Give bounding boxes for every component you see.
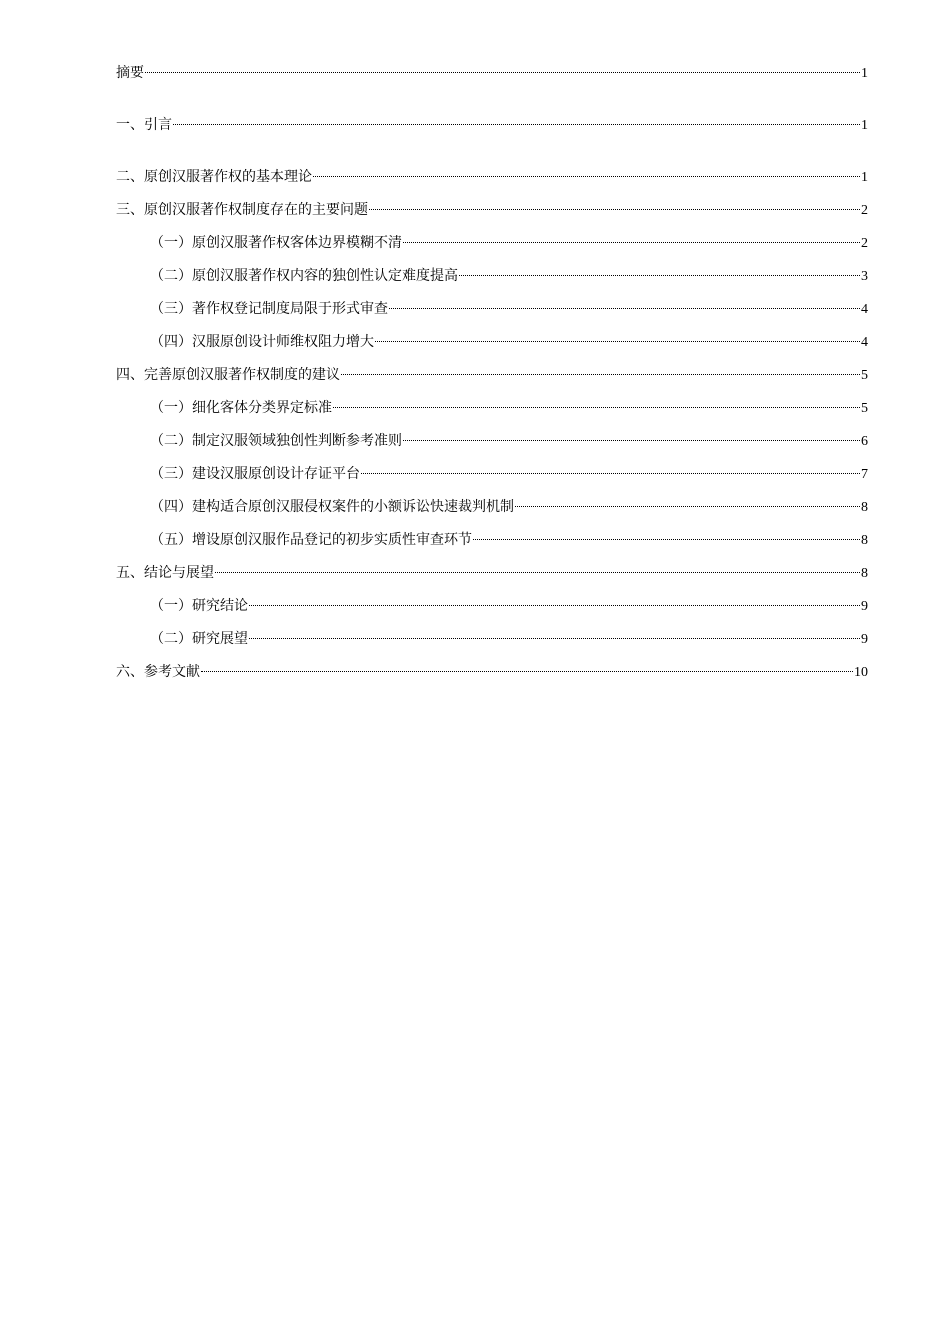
toc-entry-section-4-4[interactable] <box>116 494 868 520</box>
toc-entry-page: 9 <box>861 599 868 614</box>
table-of-contents <box>116 60 868 685</box>
toc-leader-dots <box>403 440 860 441</box>
toc-entry-section-3-1[interactable] <box>116 230 868 256</box>
toc-leader-dots <box>341 374 860 375</box>
toc-entry-chapter-2[interactable] <box>116 164 868 190</box>
toc-entry-page: 9 <box>861 632 868 647</box>
toc-leader-dots <box>249 605 860 606</box>
toc-entry-title: （四）汉服原创设计师维权阻力增大 <box>150 334 374 350</box>
toc-entry-section-4-5[interactable] <box>116 527 868 553</box>
toc-entry-page: 1 <box>861 118 868 133</box>
toc-leader-dots <box>313 176 860 177</box>
toc-entry-page: 5 <box>861 368 868 383</box>
toc-entry-page: 3 <box>861 269 868 284</box>
toc-leader-dots <box>201 671 853 672</box>
toc-entry-chapter-5[interactable] <box>116 560 868 586</box>
toc-entry-page: 8 <box>861 566 868 581</box>
toc-entry-section-5-1[interactable] <box>116 593 868 619</box>
toc-entry-section-4-1[interactable] <box>116 395 868 421</box>
toc-entry-title: 摘要 <box>116 65 144 81</box>
toc-leader-dots <box>459 275 860 276</box>
toc-leader-dots <box>389 308 860 309</box>
toc-entry-section-5-2[interactable] <box>116 626 868 652</box>
toc-leader-dots <box>333 407 860 408</box>
toc-entry-chapter-3[interactable] <box>116 197 868 223</box>
toc-entry-title: （三）建设汉服原创设计存证平台 <box>150 466 360 482</box>
toc-entry-title: 六、参考文献 <box>116 664 200 680</box>
toc-entry-section-4-2[interactable] <box>116 428 868 454</box>
toc-leader-dots <box>473 539 860 540</box>
toc-leader-dots <box>375 341 860 342</box>
toc-entry-page: 8 <box>861 500 868 515</box>
toc-entry-title: （三）著作权登记制度局限于形式审查 <box>150 301 388 317</box>
toc-entry-page: 1 <box>861 66 868 81</box>
toc-leader-dots <box>403 242 860 243</box>
toc-entry-page: 4 <box>861 335 868 350</box>
toc-entry-title: （五）增设原创汉服作品登记的初步实质性审查环节 <box>150 532 472 548</box>
toc-entry-abstract[interactable] <box>116 60 868 86</box>
toc-leader-dots <box>361 473 860 474</box>
toc-leader-dots <box>215 572 860 573</box>
toc-leader-dots <box>173 124 860 125</box>
toc-entry-title: 一、引言 <box>116 117 172 133</box>
toc-entry-section-3-2[interactable] <box>116 263 868 289</box>
toc-entry-title: （一）细化客体分类界定标准 <box>150 400 332 416</box>
toc-entry-title: （二）原创汉服著作权内容的独创性认定难度提高 <box>150 268 458 284</box>
toc-leader-dots <box>145 72 860 73</box>
toc-entry-title: 五、结论与展望 <box>116 565 214 581</box>
toc-entry-chapter-4[interactable] <box>116 362 868 388</box>
toc-entry-page: 10 <box>854 665 868 680</box>
toc-leader-dots <box>515 506 860 507</box>
toc-entry-introduction[interactable] <box>116 112 868 138</box>
toc-entry-section-3-3[interactable] <box>116 296 868 322</box>
toc-entry-title: 三、原创汉服著作权制度存在的主要问题 <box>116 202 368 218</box>
toc-entry-title: 四、完善原创汉服著作权制度的建议 <box>116 367 340 383</box>
toc-leader-dots <box>369 209 860 210</box>
toc-entry-title: （一）研究结论 <box>150 598 248 614</box>
toc-entry-page: 6 <box>861 434 868 449</box>
toc-entry-title: 二、原创汉服著作权的基本理论 <box>116 169 312 185</box>
toc-leader-dots <box>249 638 860 639</box>
toc-entry-page: 5 <box>861 401 868 416</box>
toc-entry-title: （一）原创汉服著作权客体边界模糊不清 <box>150 235 402 251</box>
toc-entry-page: 2 <box>861 236 868 251</box>
toc-entry-section-4-3[interactable] <box>116 461 868 487</box>
toc-entry-title: （四）建构适合原创汉服侵权案件的小额诉讼快速裁判机制 <box>150 499 514 515</box>
toc-entry-page: 2 <box>861 203 868 218</box>
toc-entry-page: 4 <box>861 302 868 317</box>
toc-entry-title: （二）制定汉服领域独创性判断参考准则 <box>150 433 402 449</box>
toc-entry-page: 7 <box>861 467 868 482</box>
toc-entry-title: （二）研究展望 <box>150 631 248 647</box>
toc-entry-references[interactable] <box>116 659 868 685</box>
toc-entry-page: 8 <box>861 533 868 548</box>
toc-entry-section-3-4[interactable] <box>116 329 868 355</box>
toc-entry-page: 1 <box>861 170 868 185</box>
